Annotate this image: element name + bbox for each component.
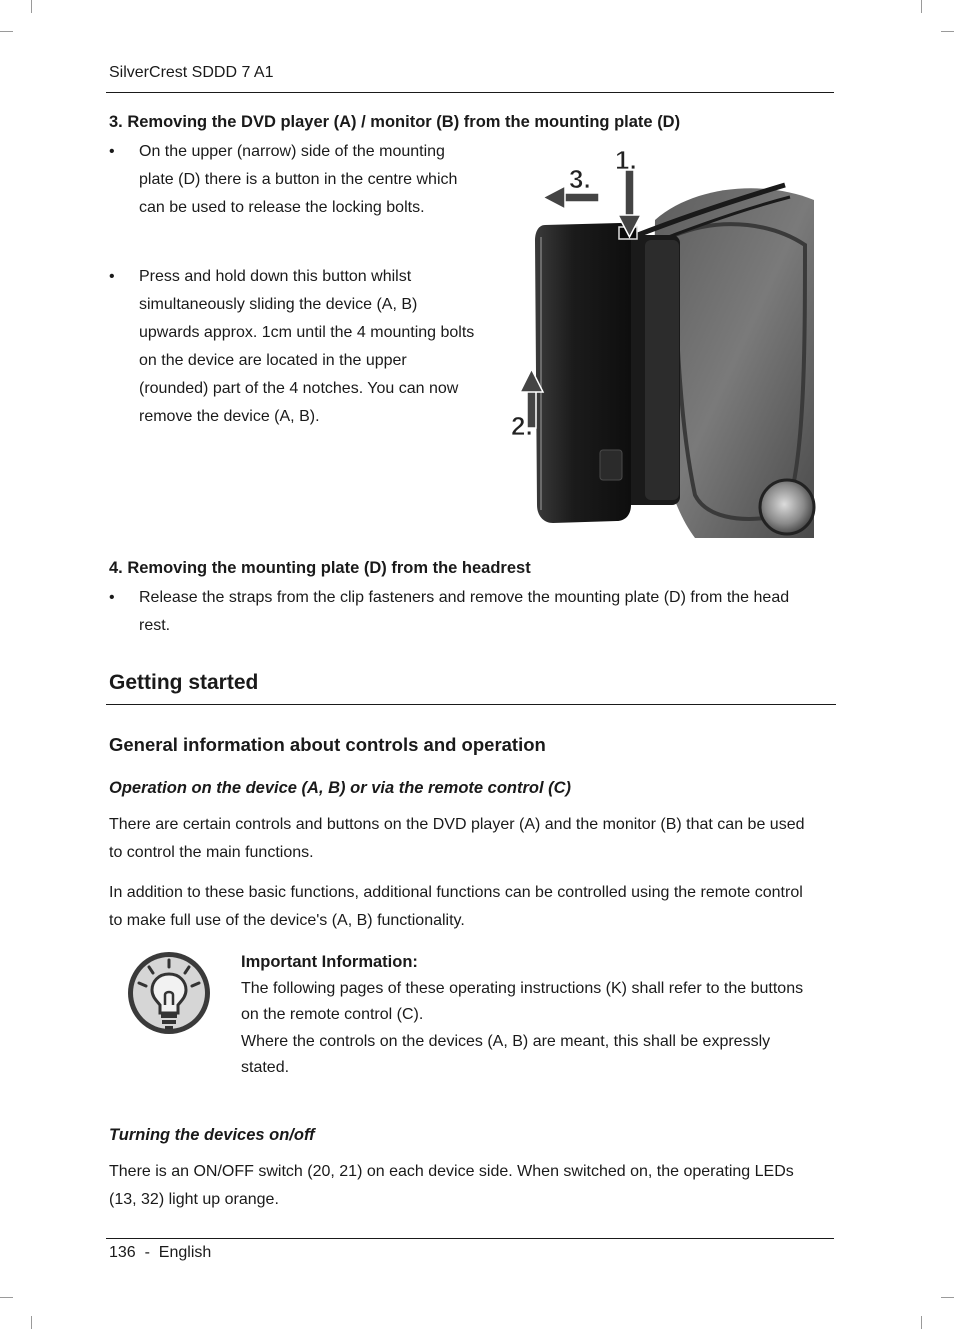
text-line: Press and hold down this button whilst — [139, 268, 412, 285]
text-line: On the upper (narrow) side of the mounting — [139, 143, 445, 160]
device-removal-figure — [505, 145, 817, 541]
text-line: Where the controls on the devices (A, B) are meant, this shall be expressly — [241, 1032, 771, 1050]
bullet-icon: • — [109, 589, 115, 606]
page-header-title: SilverCrest SDDD 7 A1 — [109, 64, 274, 81]
crop-mark — [0, 31, 13, 32]
arrow-3-shaft — [563, 193, 599, 202]
note-title: Important Information: — [241, 953, 418, 971]
footer-rule — [106, 1238, 834, 1239]
section-3-heading: 3. Removing the DVD player (A) / monitor (B) from the mounting plate (D) — [109, 113, 681, 131]
lightbulb-icon — [125, 949, 213, 1037]
device-connector — [600, 450, 622, 480]
crop-mark — [31, 0, 32, 13]
text-line: stated. — [241, 1059, 290, 1076]
crop-mark — [921, 1316, 922, 1329]
figure-label-2: 2. — [511, 411, 533, 441]
text-line: There is an ON/OFF switch (20, 21) on each device side. When switched on, the operating LEDs — [109, 1163, 794, 1180]
headrest-button — [760, 480, 814, 534]
arrow-1-shaft — [625, 170, 634, 222]
important-note — [241, 949, 841, 1082]
text-line: In addition to these basic functions, additional functions can be controlled using the remote control — [109, 884, 803, 901]
text-line: on the remote control (C). — [241, 1006, 424, 1023]
bullet-icon: • — [109, 268, 115, 285]
text-line: Release the straps from the clip fasteners and remove the mounting plate (D) from the head — [139, 589, 790, 606]
text-line: can be used to release the locking bolts. — [139, 199, 425, 216]
crop-mark — [0, 1297, 13, 1298]
paragraph — [109, 811, 839, 867]
text-line: simultaneously sliding the device (A, B) — [139, 296, 418, 313]
subsubsection-heading: Operation on the device (A, B) or via the remote control (C) — [109, 779, 572, 797]
text-line: There are certain controls and buttons on the DVD player (A) and the monitor (B) that can be used — [109, 816, 805, 833]
mounting-plate-edge — [645, 240, 679, 500]
arrow-3-head — [543, 186, 565, 209]
header-rule — [106, 92, 834, 93]
text-line: (13, 32) light up orange. — [109, 1191, 279, 1208]
crop-mark — [31, 1316, 32, 1329]
subsubsection-heading: Turning the devices on/off — [109, 1126, 315, 1144]
paragraph — [109, 879, 839, 935]
bullet-icon: • — [109, 143, 115, 160]
section-4-heading: 4. Removing the mounting plate (D) from the headrest — [109, 559, 531, 577]
text-line: plate (D) there is a button in the centre which — [139, 171, 458, 188]
text-line: remove the device (A, B). — [139, 408, 320, 425]
section-rule — [106, 704, 836, 705]
text-line: The following pages of these operating instructions (K) shall refer to the buttons — [241, 979, 804, 997]
figure-label-1: 1. — [615, 145, 637, 175]
section-title: Getting started — [109, 671, 259, 694]
text-line: rest. — [139, 617, 171, 634]
text-line: to make full use of the device's (A, B) functionality. — [109, 912, 465, 929]
crop-mark — [941, 31, 954, 32]
page-number: 136 - English — [109, 1244, 212, 1261]
crop-mark — [921, 0, 922, 13]
text-line: on the device are located in the upper — [139, 352, 407, 369]
text-line: upwards approx. 1cm until the 4 mounting bolts — [139, 324, 475, 341]
text-line: (rounded) part of the 4 notches. You can now — [139, 380, 459, 397]
paragraph — [109, 1158, 839, 1214]
subsection-heading: General information about controls and operation — [109, 734, 546, 755]
text-line: to control the main functions. — [109, 844, 314, 861]
figure-label-3: 3. — [569, 164, 591, 194]
crop-mark — [941, 1297, 954, 1298]
